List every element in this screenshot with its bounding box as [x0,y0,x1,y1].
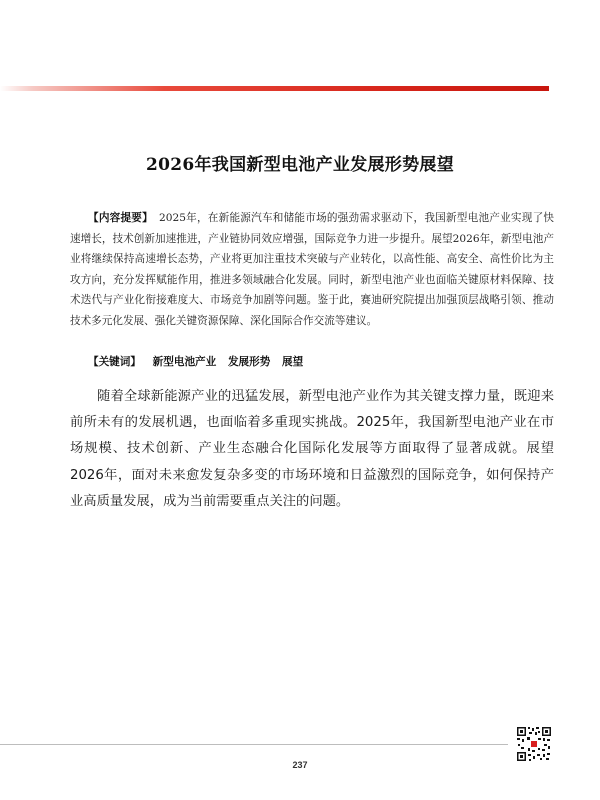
keywords-label: 【关键词】 [88,356,141,368]
abstract-label: 【内容提要】 [88,212,153,224]
keywords-block [88,354,548,369]
footer-rule [0,744,508,745]
keyword-item: 新型电池产业 [152,356,217,368]
keyword-item: 发展形势 [227,356,271,368]
qr-code-icon[interactable] [516,726,552,762]
abstract-text: 2025年，在新能源汽车和储能市场的强劲需求驱动下，我国新型电池产业实现了快速增长，技术创新加速推进，产业链协同效应增强，国际竞争力进一步提升。展望2026年，新型电池产业将继续保持高速增长态势，产业将更加注重技术突破与产业转化，以高性能、高安全、高性价比为主攻方向，充分发挥赋能作用，推进多领域融合化发展。同时，新型电池产业也面临关键原材料保障、技术迭代与产业化衔接难度大、市场竞争加剧等问题。鉴于此，赛迪研究院提出加强顶层战略引领、推动技术多元化发展、强化关键资源保障、深化国际合作交流等建议。 [70,212,555,327]
abstract-block [70,208,554,332]
body-paragraph: 随着全球新能源产业的迅猛发展，新型电池产业作为其关键支撑力量，既迎来前所未有的发展机遇，也面临着多重现实挑战。2025年，我国新型电池产业在市场规模、技术创新、产业生态融合化国际化发展等方面取得了显著成就。展望2026年，面对未来愈发复杂多变的市场环境和日益激烈的国际竞争，如何保持产业高质量发展，成为当前需要重点关注的问题。 [70,389,554,509]
article-title: 2026年我国新型电池产业发展形势展望 [145,155,454,175]
header-red-rule [0,86,549,91]
keyword-item: 展望 [282,356,304,368]
page-number: 237 [292,760,308,770]
